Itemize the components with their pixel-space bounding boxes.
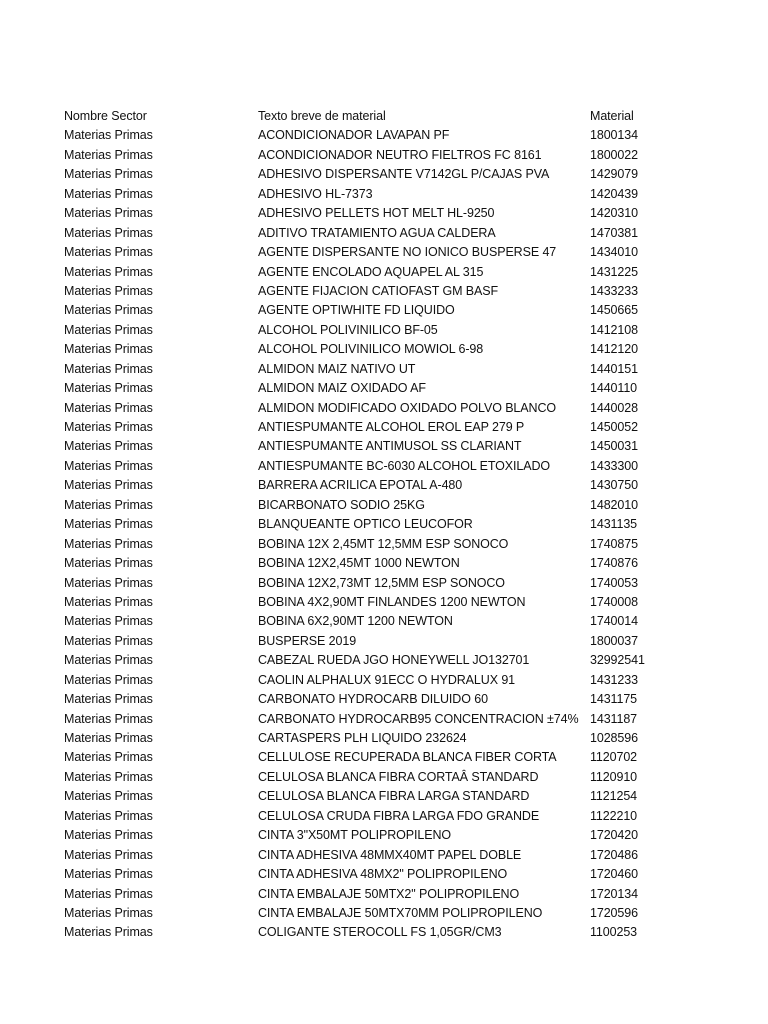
table-row — [64, 496, 724, 515]
cell-material: 1122210 — [590, 808, 638, 823]
cell-material: 1740876 — [590, 556, 638, 571]
cell-sector: Materias Primas — [64, 556, 153, 571]
cell-sector: Materias Primas — [64, 711, 153, 726]
table-row — [64, 729, 724, 748]
cell-material: 1431135 — [590, 517, 638, 532]
cell-description: ADHESIVO PELLETS HOT MELT HL-9250 — [258, 206, 495, 221]
table-row — [64, 321, 724, 340]
cell-sector: Materias Primas — [64, 769, 153, 784]
cell-material: 1431225 — [590, 264, 638, 279]
column-header-sector: Nombre Sector — [64, 109, 147, 123]
table-row — [64, 340, 724, 359]
cell-material: 1434010 — [590, 245, 638, 260]
cell-description: ADITIVO TRATAMIENTO AGUA CALDERA — [258, 225, 496, 240]
cell-sector: Materias Primas — [64, 594, 153, 609]
cell-sector: Materias Primas — [64, 225, 153, 240]
cell-material: 1431187 — [590, 711, 638, 726]
table-row — [64, 457, 724, 476]
cell-description: ANTIESPUMANTE ALCOHOL EROL EAP 279 P — [258, 420, 525, 434]
cell-material: 1440028 — [590, 400, 638, 415]
cell-material: 32992541 — [590, 653, 645, 668]
table-row — [64, 826, 724, 845]
cell-material: 1431175 — [590, 692, 638, 707]
cell-sector: Materias Primas — [64, 283, 153, 298]
column-header-description: Texto breve de material — [258, 109, 386, 123]
cell-sector: Materias Primas — [64, 789, 153, 804]
cell-sector: Materias Primas — [64, 692, 153, 707]
cell-sector: Materias Primas — [64, 925, 153, 940]
cell-description: CELULOSA CRUDA FIBRA LARGA FDO GRANDE — [258, 808, 540, 823]
table-row — [64, 787, 724, 806]
cell-description: CINTA ADHESIVA 48MX2" POLIPROPILENO — [258, 867, 508, 882]
table-row — [64, 204, 724, 223]
table-row — [64, 768, 724, 787]
table-row — [64, 593, 724, 612]
table-row — [64, 418, 724, 437]
cell-description: ALMIDON MAIZ NATIVO UT — [258, 361, 416, 376]
cell-sector: Materias Primas — [64, 750, 153, 765]
cell-material: 1800037 — [590, 633, 638, 648]
table-row — [64, 612, 724, 631]
cell-description: CELLULOSE RECUPERADA BLANCA FIBER CORTA — [258, 750, 557, 765]
table-row — [64, 671, 724, 690]
cell-sector: Materias Primas — [64, 206, 153, 221]
table-row — [64, 748, 724, 767]
cell-material: 1420310 — [590, 206, 638, 221]
cell-sector: Materias Primas — [64, 497, 153, 512]
cell-material: 1450031 — [590, 439, 638, 454]
cell-description: ALCOHOL POLIVINILICO MOWIOL 6-98 — [258, 342, 484, 357]
cell-material: 1430750 — [590, 478, 638, 493]
cell-description: BOBINA 6X2,90MT 1200 NEWTON — [258, 614, 453, 629]
table-row — [64, 632, 724, 651]
cell-material: 1450665 — [590, 303, 638, 318]
cell-description: CAOLIN ALPHALUX 91ECC O HYDRALUX 91 — [258, 672, 516, 687]
table-row — [64, 904, 724, 923]
table-row — [64, 224, 724, 243]
cell-description: ACONDICIONADOR LAVAPAN PF — [258, 128, 450, 143]
cell-description: BOBINA 4X2,90MT FINLANDES 1200 NEWTON — [258, 594, 526, 609]
table-row — [64, 710, 724, 729]
table-row — [64, 243, 724, 262]
cell-description: ACONDICIONADOR NEUTRO FIELTROS FC 8161 — [258, 147, 542, 162]
table-row — [64, 923, 724, 942]
cell-description: CINTA EMBALAJE 50MTX70MM POLIPROPILENO — [258, 905, 543, 920]
cell-description: BOBINA 12X 2,45MT 12,5MM ESP SONOCO — [258, 536, 509, 551]
table-row — [64, 263, 724, 282]
cell-material: 1429079 — [590, 167, 638, 182]
cell-material: 1720460 — [590, 867, 638, 882]
cell-sector: Materias Primas — [64, 400, 153, 415]
cell-sector: Materias Primas — [64, 342, 153, 357]
table-row — [64, 126, 724, 145]
cell-sector: Materias Primas — [64, 867, 153, 882]
cell-material: 1440110 — [590, 381, 638, 396]
table-row — [64, 146, 724, 165]
cell-sector: Materias Primas — [64, 167, 153, 182]
table-row — [64, 865, 724, 884]
table-row — [64, 885, 724, 904]
cell-sector: Materias Primas — [64, 361, 153, 376]
cell-material: 1800134 — [590, 128, 638, 143]
table-row — [64, 476, 724, 495]
cell-material: 1412120 — [590, 342, 638, 357]
cell-sector: Materias Primas — [64, 886, 153, 901]
cell-description: CELULOSA BLANCA FIBRA LARGA STANDARD — [258, 789, 530, 804]
table-row — [64, 301, 724, 320]
cell-sector: Materias Primas — [64, 847, 153, 862]
cell-material: 1450052 — [590, 420, 638, 434]
cell-sector: Materias Primas — [64, 264, 153, 279]
cell-sector: Materias Primas — [64, 653, 153, 668]
cell-sector: Materias Primas — [64, 245, 153, 260]
table-row — [64, 379, 724, 398]
cell-material: 1470381 — [590, 225, 638, 240]
table-body — [64, 126, 724, 942]
cell-material: 1431233 — [590, 672, 638, 687]
cell-description: ALMIDON MODIFICADO OXIDADO POLVO BLANCO — [258, 400, 556, 415]
cell-sector: Materias Primas — [64, 381, 153, 396]
cell-material: 1740008 — [590, 594, 638, 609]
column-header-material: Material — [590, 109, 634, 123]
cell-sector: Materias Primas — [64, 575, 153, 590]
cell-description: CINTA 3"X50MT POLIPROPILENO — [258, 828, 452, 843]
cell-description: AGENTE ENCOLADO AQUAPEL AL 315 — [258, 264, 484, 279]
cell-description: CINTA ADHESIVA 48MMX40MT PAPEL DOBLE — [258, 847, 522, 862]
cell-sector: Materias Primas — [64, 147, 153, 162]
cell-sector: Materias Primas — [64, 303, 153, 318]
cell-sector: Materias Primas — [64, 672, 153, 687]
cell-description: BUSPERSE 2019 — [258, 633, 357, 648]
cell-sector: Materias Primas — [64, 828, 153, 843]
cell-material: 1740014 — [590, 614, 638, 629]
cell-sector: Materias Primas — [64, 517, 153, 532]
cell-sector: Materias Primas — [64, 128, 153, 143]
cell-description: ADHESIVO HL-7373 — [258, 186, 373, 201]
cell-description: AGENTE FIJACION CATIOFAST GM BASF — [258, 283, 499, 298]
cell-sector: Materias Primas — [64, 322, 153, 337]
table-header-row — [64, 107, 724, 126]
cell-description: ALCOHOL POLIVINILICO BF-05 — [258, 322, 438, 337]
cell-material: 1100253 — [590, 925, 638, 940]
cell-material: 1120910 — [590, 769, 638, 784]
cell-material: 1433300 — [590, 458, 638, 473]
cell-description: CINTA EMBALAJE 50MTX2" POLIPROPILENO — [258, 886, 520, 901]
cell-material: 1720596 — [590, 905, 638, 920]
cell-description: CARBONATO HYDROCARB95 CONCENTRACION ±74% — [258, 711, 579, 726]
cell-sector: Materias Primas — [64, 633, 153, 648]
table-row — [64, 165, 724, 184]
table-row — [64, 282, 724, 301]
cell-material: 1120702 — [590, 750, 638, 765]
cell-material: 1720486 — [590, 847, 638, 862]
table-row — [64, 846, 724, 865]
cell-material: 1720420 — [590, 828, 638, 843]
cell-description: BOBINA 12X2,45MT 1000 NEWTON — [258, 556, 460, 571]
cell-material: 1028596 — [590, 731, 638, 745]
cell-material: 1420439 — [590, 186, 638, 201]
cell-sector: Materias Primas — [64, 614, 153, 629]
cell-material: 1433233 — [590, 283, 638, 298]
cell-description: BICARBONATO SODIO 25KG — [258, 497, 425, 512]
cell-material: 1482010 — [590, 497, 638, 512]
table-row — [64, 515, 724, 534]
cell-description: ANTIESPUMANTE BC-6030 ALCOHOL ETOXILADO — [258, 458, 551, 473]
cell-description: CELULOSA BLANCA FIBRA CORTAÂ STANDARD — [258, 769, 539, 784]
cell-material: 1740875 — [590, 536, 638, 551]
cell-sector: Materias Primas — [64, 478, 153, 493]
cell-sector: Materias Primas — [64, 186, 153, 201]
cell-description: CABEZAL RUEDA JGO HONEYWELL JO132701 — [258, 653, 530, 668]
table-row — [64, 360, 724, 379]
cell-material: 1740053 — [590, 575, 638, 590]
table-row — [64, 437, 724, 456]
table-row — [64, 574, 724, 593]
table-row — [64, 651, 724, 670]
cell-sector: Materias Primas — [64, 439, 153, 454]
table-row — [64, 807, 724, 826]
table-row — [64, 399, 724, 418]
cell-description: ANTIESPUMANTE ANTIMUSOL SS CLARIANT — [258, 439, 522, 454]
cell-sector: Materias Primas — [64, 731, 153, 745]
cell-material: 1720134 — [590, 886, 638, 901]
table-row — [64, 690, 724, 709]
cell-material: 1440151 — [590, 361, 638, 376]
cell-description: CARTASPERS PLH LIQUIDO 232624 — [258, 731, 467, 745]
cell-description: BLANQUEANTE OPTICO LEUCOFOR — [258, 517, 473, 532]
cell-description: ALMIDON MAIZ OXIDADO AF — [258, 381, 426, 396]
cell-material: 1800022 — [590, 147, 638, 162]
cell-description: AGENTE DISPERSANTE NO IONICO BUSPERSE 47 — [258, 245, 557, 260]
cell-description: COLIGANTE STEROCOLL FS 1,05GR/CM3 — [258, 925, 502, 940]
cell-description: AGENTE OPTIWHITE FD LIQUIDO — [258, 303, 455, 318]
cell-description: BOBINA 12X2,73MT 12,5MM ESP SONOCO — [258, 575, 505, 590]
cell-sector: Materias Primas — [64, 458, 153, 473]
cell-description: BARRERA ACRILICA EPOTAL A-480 — [258, 478, 463, 493]
cell-material: 1412108 — [590, 322, 638, 337]
cell-sector: Materias Primas — [64, 536, 153, 551]
cell-material: 1121254 — [590, 789, 638, 804]
cell-description: ADHESIVO DISPERSANTE V7142GL P/CAJAS PVA — [258, 167, 550, 182]
table-row — [64, 185, 724, 204]
materials-table — [64, 107, 724, 943]
cell-sector: Materias Primas — [64, 808, 153, 823]
cell-sector: Materias Primas — [64, 905, 153, 920]
table-row — [64, 535, 724, 554]
table-row — [64, 554, 724, 573]
cell-sector: Materias Primas — [64, 420, 153, 434]
cell-description: CARBONATO HYDROCARB DILUIDO 60 — [258, 692, 488, 707]
